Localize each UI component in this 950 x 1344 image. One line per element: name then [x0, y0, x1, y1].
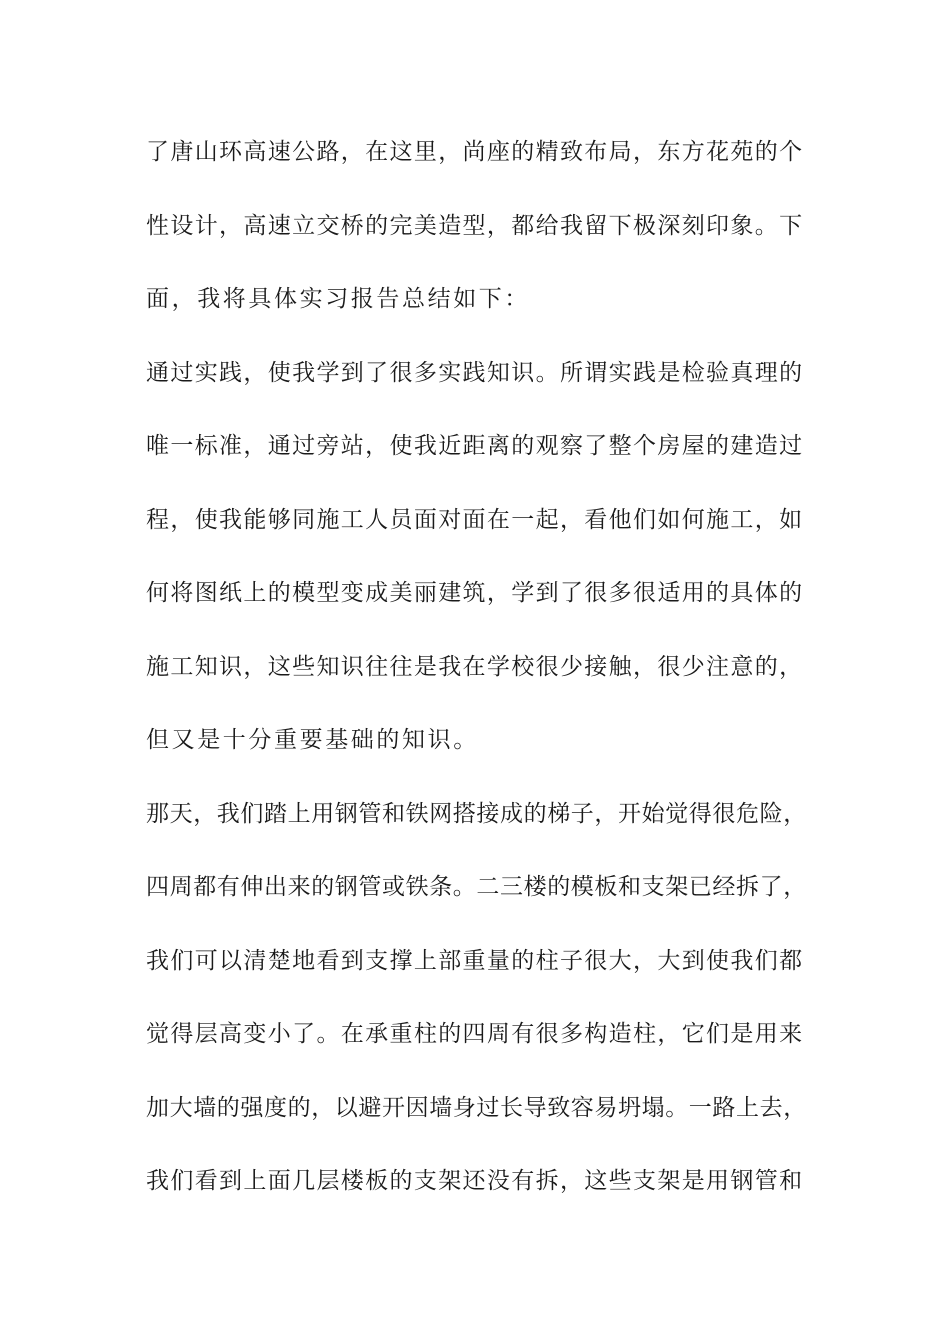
text-line: 程，使我能够同施工人员面对面在一起，看他们如何施工，如	[146, 506, 804, 533]
text-line: 但又是十分重要基础的知识。	[146, 727, 479, 753]
text-line: 施工知识，这些知识往往是我在学校很少接触，很少注意的，	[146, 653, 804, 680]
text-line: 面，我将具体实习报告总结如下：	[146, 286, 530, 312]
text-line: 唯一标准，通过旁站，使我近距离的观察了整个房屋的建造过	[146, 433, 804, 459]
text-line: 我们看到上面几层楼板的支架还没有拆，这些支架是用钢管和	[146, 1168, 804, 1194]
text-line: 那天，我们踏上用钢管和铁网搭接成的梯子，开始觉得很危险，	[146, 800, 807, 827]
text-line: 四周都有伸出来的钢管或铁条。二三楼的模板和支架已经拆了，	[146, 874, 807, 900]
text-line: 通过实践，使我学到了很多实践知识。所谓实践是检验真理的	[146, 359, 804, 386]
body-text	[146, 130, 808, 1233]
text-line: 我们可以清楚地看到支撑上部重量的柱子很大，大到使我们都	[146, 947, 804, 974]
text-line: 性设计，高速立交桥的完美造型，都给我留下极深刻印象。下	[146, 212, 804, 239]
text-line: 加大墙的强度的，以避开因墙身过长导致容易坍塌。一路上去，	[146, 1094, 807, 1121]
text-line: 觉得层高变小了。在承重柱的四周有很多构造柱，它们是用来	[146, 1021, 804, 1047]
text-line: 何将图纸上的模型变成美丽建筑，学到了很多很适用的具体的	[146, 580, 804, 606]
text-line: 了唐山环高速公路，在这里，尚座的精致布局，东方花苑的个	[146, 139, 804, 165]
